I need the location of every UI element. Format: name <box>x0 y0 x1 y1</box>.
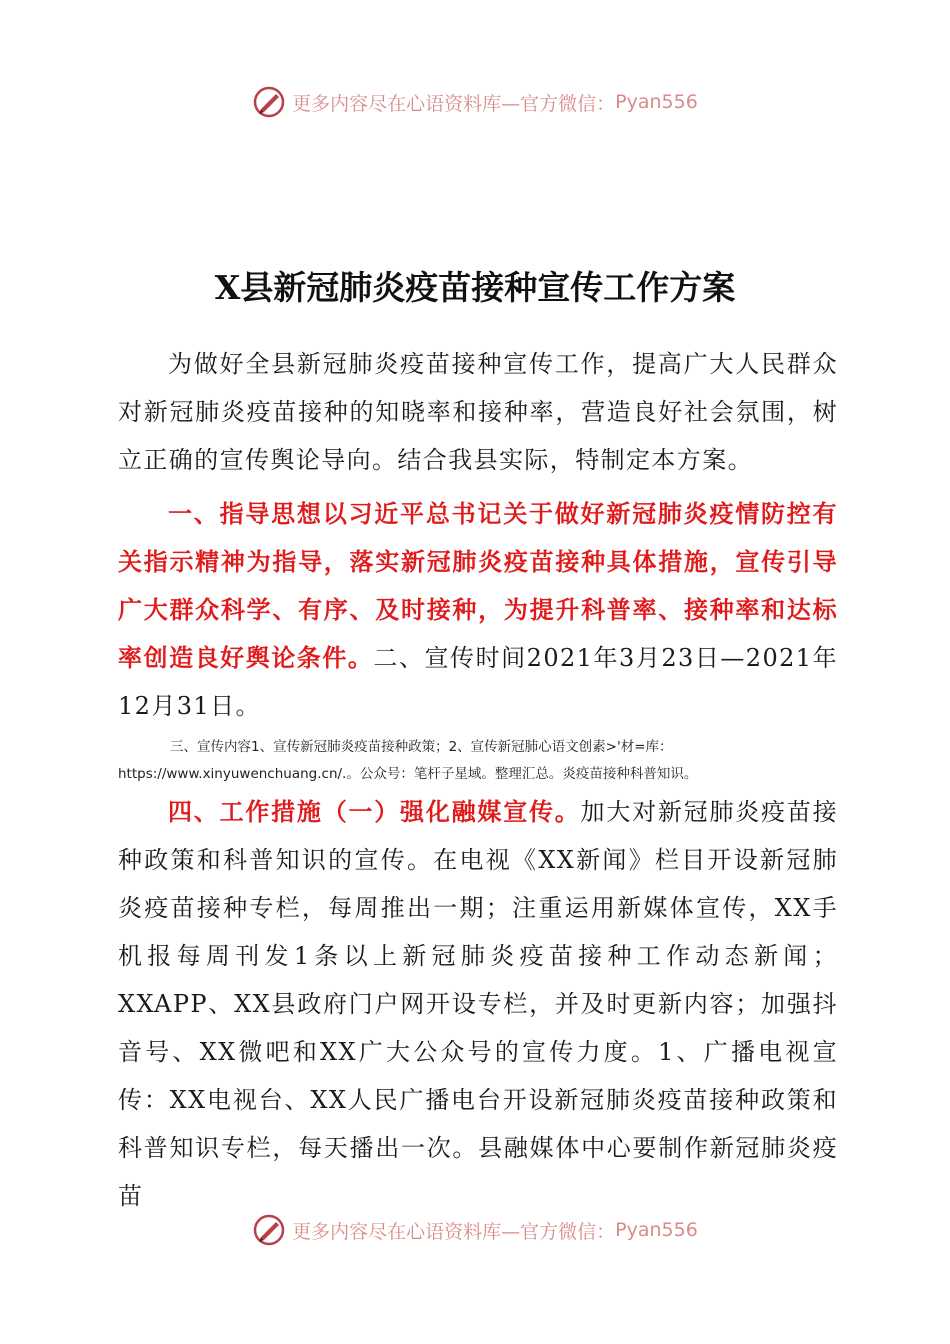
banner-wechat-id: Pyan556 <box>615 91 698 113</box>
section-1-heading: 一、指导思想以习近平总书记关于做好新冠肺炎疫情防控有关指示精神为指导，落实新冠肺炎疫苗接种具体措施，宣传引导广大群众科学、有序、及时接种，为提升科普率、接种率和达标率创造良好舆论条件。 <box>118 500 838 672</box>
banner-wechat-id: Pyan556 <box>615 1219 698 1241</box>
section-4-body: 加大对新冠肺炎疫苗接种政策和科普知识的宣传。在电视《XX新闻》栏目开设新冠肺炎疫苗接种专栏，每周推出一期；注重运用新媒体宣传，XX手机报每周刊发1条以上新冠肺炎疫苗接种工作动态新闻；XXAPP、XX县政府门户网开设专栏，并及时更新内容；加强抖音号、XX微吧和XX广大公众号的宣传力度。1、广播电视宣传：XX电视台、XX人民广播电台开设新冠肺炎疫苗接种政策和科普知识专栏，每天播出一次。县融媒体中心要制作新冠肺炎疫苗 <box>118 798 838 1210</box>
watermark-banner-top <box>0 82 950 122</box>
pen-logo-icon <box>252 85 286 119</box>
document-title: X县新冠肺炎疫苗接种宣传工作方案 <box>214 268 736 307</box>
section-4-heading: 四、工作措施（一）强化融媒宣传。 <box>168 798 581 826</box>
section-3-text: 三、宣传内容1、宣传新冠肺炎疫苗接种政策；2、宣传新冠肺心语文创素>'材=库：https://www.xinyuwenchuang.cn/.。公众号：笔杆子星域。整理汇总。炎疫苗接种科普知识。 <box>118 739 698 782</box>
intro-paragraph: 为做好全县新冠肺炎疫苗接种宣传工作，提高广大人民群众对新冠肺炎疫苗接种的知晓率和接种率，营造良好社会氛围，树立正确的宣传舆论导向。结合我县实际，特制定本方案。 <box>118 350 838 474</box>
section-3-paragraph <box>118 734 848 788</box>
section-4-paragraph <box>118 788 838 1220</box>
banner-text: 更多内容尽在心语资料库—官方微信： <box>292 92 616 115</box>
section-2-text: 二、宣传时间2021年3月23日—2021年12月31日。 <box>118 644 838 720</box>
pen-logo-icon <box>252 1213 286 1247</box>
banner-text: 更多内容尽在心语资料库—官方微信： <box>292 1220 616 1243</box>
watermark-banner-bottom <box>0 1210 950 1250</box>
section-1-2-paragraph <box>118 490 838 730</box>
